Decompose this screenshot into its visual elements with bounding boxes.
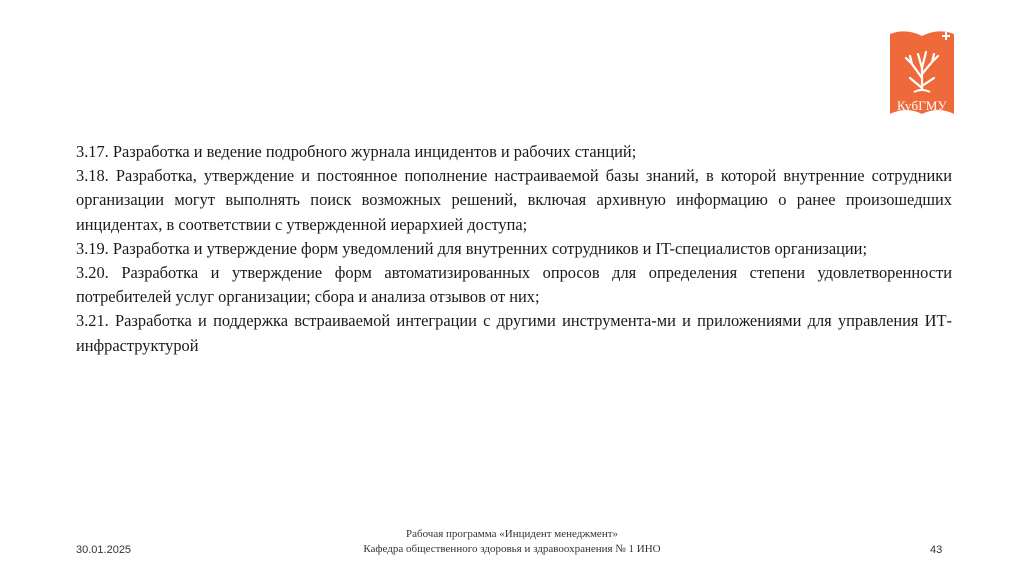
list-item: 3.20. Разработка и утверждение форм автоматизированных опросов для определения степени удовлетворенности потребителей услуг организации; сбора и анализа отзывов от них; [76, 263, 952, 307]
list-item: 3.21. Разработка и поддержка встраиваемой интеграции с другими инструмента-ми и приложениями для управления ИТ-инфраструктурой [76, 311, 952, 355]
list-item: 3.18. Разработка, утверждение и постоянное пополнение настраиваемой базы знаний, в которой внутренние сотрудники организации могут выполнять поиск возможных решений, включая архивную информацию о ранее произошедших инцидентах, в соответствии с утвержденной иерархией доступа; [76, 166, 952, 234]
list-item: 3.19. Разработка и утверждение форм уведомлений для внутренних сотрудников и IT-специалистов организации; [76, 238, 868, 258]
slide-body [76, 140, 952, 358]
kubgmu-logo [888, 28, 956, 126]
footer-date: 30.01.2025 [76, 544, 132, 556]
list-item: 3.17. Разработка и ведение подробного журнала инцидентов и рабочих станций; [76, 142, 637, 161]
logo-name: КубГМУ [897, 98, 947, 113]
footer-center [300, 527, 724, 557]
footer-program: Рабочая программа «Инцидент менеджмент» [405, 528, 619, 540]
page-number: 43 [930, 544, 943, 556]
footer-department: Кафедра общественного здоровья и здравоохранения № 1 ИНО [363, 543, 661, 555]
logo-year: 1920 [916, 114, 928, 120]
